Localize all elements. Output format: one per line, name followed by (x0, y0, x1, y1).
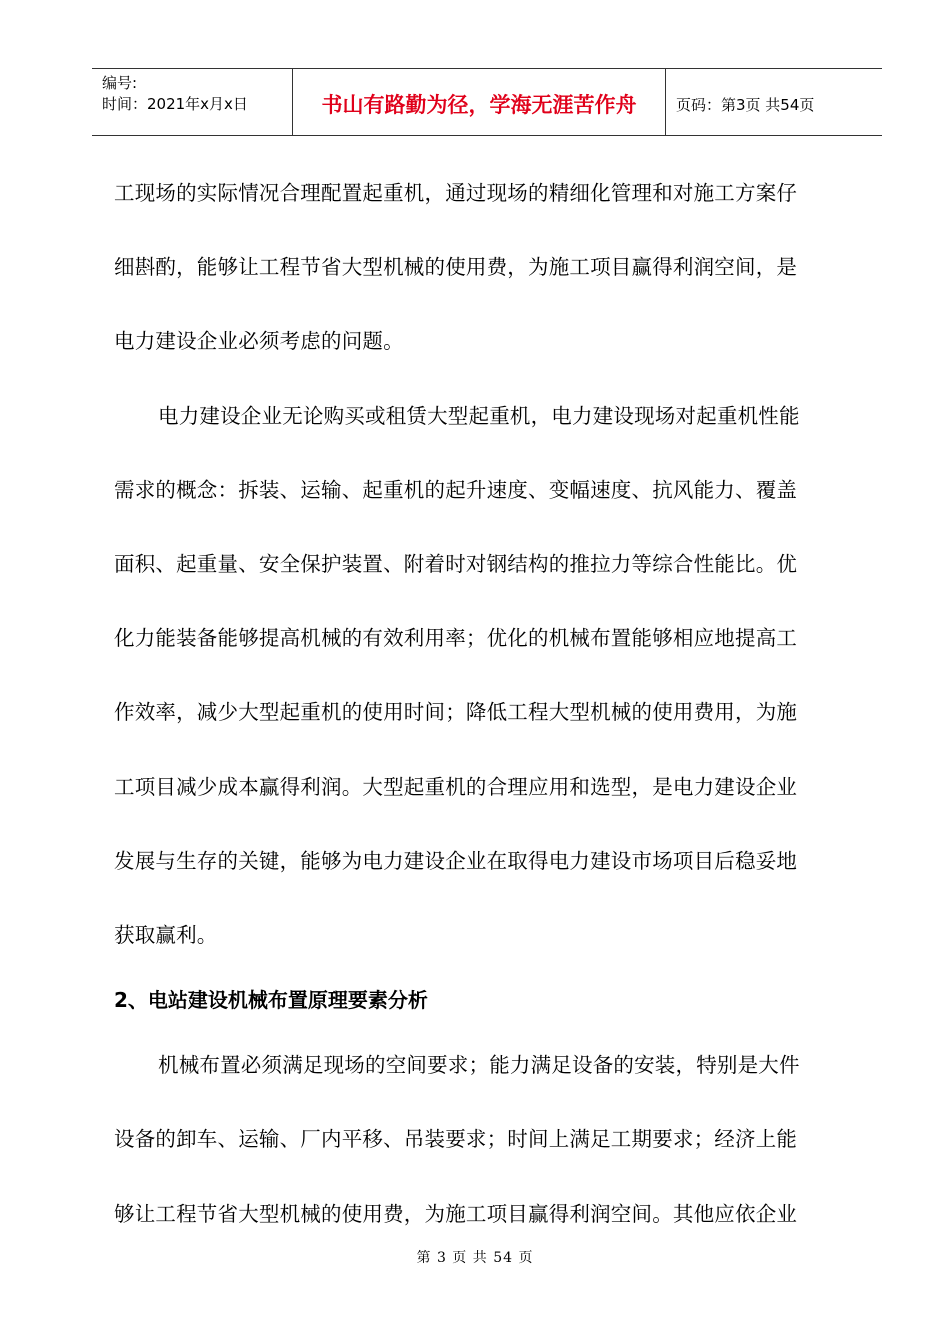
text-line: 化力能装备能够提高机械的有效利用率；优化的机械布置能够相应地提高工 (114, 626, 798, 651)
text-line: 细斟酌，能够让工程节省大型机械的使用费，为施工项目赢得利润空间，是 (114, 255, 798, 280)
document-body (114, 156, 860, 1251)
text-line: 需求的概念：拆装、运输、起重机的起升速度、变幅速度、抗风能力、覆盖 (114, 477, 798, 502)
text-line: 设备的卸车、运输、厂内平移、吊装要求；时间上满足工期要求；经济上能 (114, 1127, 798, 1152)
text-line: 电力建设企业无论购买或租赁大型起重机，电力建设现场对起重机性能 (158, 403, 800, 428)
text-line: 够让工程节省大型机械的使用费，为施工项目赢得利润空间。其他应依企业 (114, 1201, 798, 1226)
header-meta (92, 69, 293, 135)
text-line: 机械布置必须满足现场的空间要求；能力满足设备的安装，特别是大件 (158, 1053, 800, 1078)
text-line: 电力建设企业必须考虑的问题。 (114, 329, 404, 354)
header-motto: 书山有路勤为径，学海无涯苦作舟 (293, 69, 666, 135)
paragraph-1 (114, 156, 860, 379)
page-header (92, 68, 882, 136)
paragraph-3 (114, 1028, 860, 1251)
text-line: 作效率，减少大型起重机的使用时间；降低工程大型机械的使用费用，为施 (114, 700, 798, 725)
time-label: 时间：2021年x月x日 (102, 95, 248, 113)
page-footer: 第 3 页 共 54 页 (416, 1250, 534, 1266)
text-line: 工现场的实际情况合理配置起重机，通过现场的精细化管理和对施工方案仔 (114, 181, 798, 205)
text-line: 面积、起重量、安全保护装置、附着时对钢结构的推拉力等综合性能比。优 (114, 552, 798, 577)
section-heading: 2、电站建设机械布置原理要素分析 (114, 988, 428, 1013)
text-line: 工项目减少成本赢得利润。大型起重机的合理应用和选型，是电力建设企业 (114, 774, 798, 799)
text-line: 发展与生存的关键，能够为电力建设企业在取得电力建设市场项目后稳妥地 (114, 848, 798, 873)
header-page-info: 页码：第3页 共54页 (676, 95, 815, 114)
text-line: 获取赢利。 (114, 923, 218, 948)
serial-number-label: 编号: (102, 74, 138, 92)
paragraph-2 (114, 379, 860, 973)
